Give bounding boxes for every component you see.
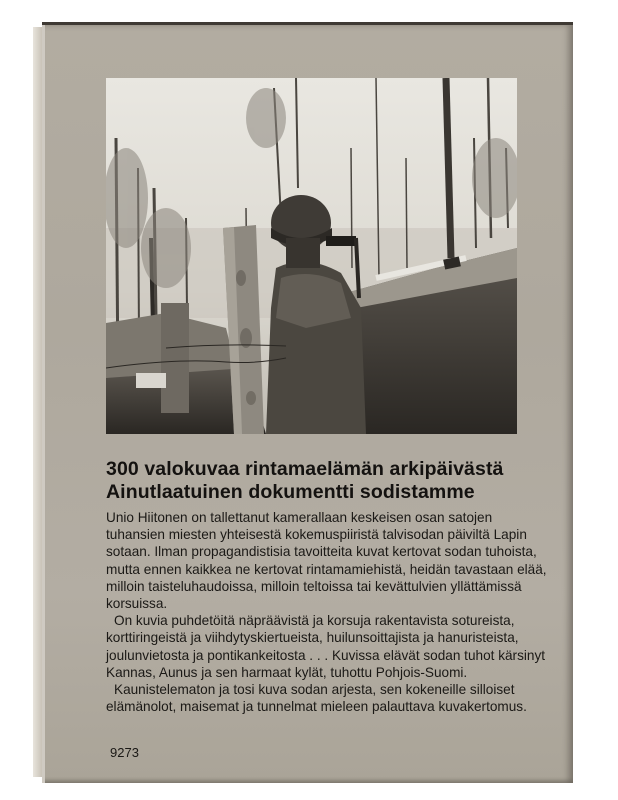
headline-line-2: Ainutlaatuinen dokumentti sodistamme bbox=[106, 481, 475, 503]
book-spine-edge bbox=[33, 27, 42, 777]
blurb-paragraph-2 bbox=[106, 612, 546, 681]
blurb-line: sotaan. Ilman propagandistisia tavoitteita kuvat kertovat sodan tuhoista, bbox=[106, 544, 537, 560]
blurb-line: korttiringeistä ja viihdytyskiertueista, huilunsoittajista ja hanuristeista, bbox=[106, 630, 519, 646]
blurb-line: joulunvietosta ja pontikankeitosta . . . Kuvissa elävät sodan tuhot kärsinyt bbox=[106, 647, 546, 663]
blurb-paragraph-3 bbox=[106, 681, 546, 715]
catalog-number: 9273 bbox=[110, 745, 139, 760]
blurb-line: elämänolot, maisemat ja tunnelmat mieleen palauttava kuvakertomus. bbox=[106, 699, 527, 715]
blurb-line: korsuissa. bbox=[106, 596, 168, 612]
blurb-line: tuhansien miesten yhteisestä kokemuspiiristä talvisodan päiviltä Lapin bbox=[106, 527, 527, 543]
book-back-cover bbox=[42, 22, 573, 783]
back-cover-headline bbox=[106, 458, 536, 504]
blurb-line: milloin taisteluhaudoissa, milloin teltoissa tai kevättulvien yllättämissä bbox=[106, 578, 522, 594]
cover-photo-soldier-in-trench bbox=[106, 78, 517, 434]
blurb-line: On kuvia puhdetöitä näpräävistä ja korsuja rakentavista sotureista, bbox=[114, 613, 515, 629]
photo-illustration bbox=[106, 78, 517, 434]
blurb-line: mutta ennen kaikkea ne kertovat rintamamiehistä, heidän tavastaan elää, bbox=[106, 561, 547, 577]
blurb-line: Kaunistelematon ja tosi kuva sodan arjesta, sen kokeneille silloiset bbox=[114, 682, 515, 698]
headline-line-1: 300 valokuvaa rintamaelämän arkipäivästä bbox=[106, 458, 504, 480]
blurb-text bbox=[106, 509, 546, 715]
blurb-line: Unio Hiitonen on tallettanut kamerallaan keskeisen osan satojen bbox=[106, 510, 493, 525]
blurb-paragraph-1 bbox=[106, 509, 546, 612]
blurb-line: Kannas, Aunus ja sen harmaat kylät, tuhottu Pohjois-Suomi. bbox=[106, 664, 468, 680]
